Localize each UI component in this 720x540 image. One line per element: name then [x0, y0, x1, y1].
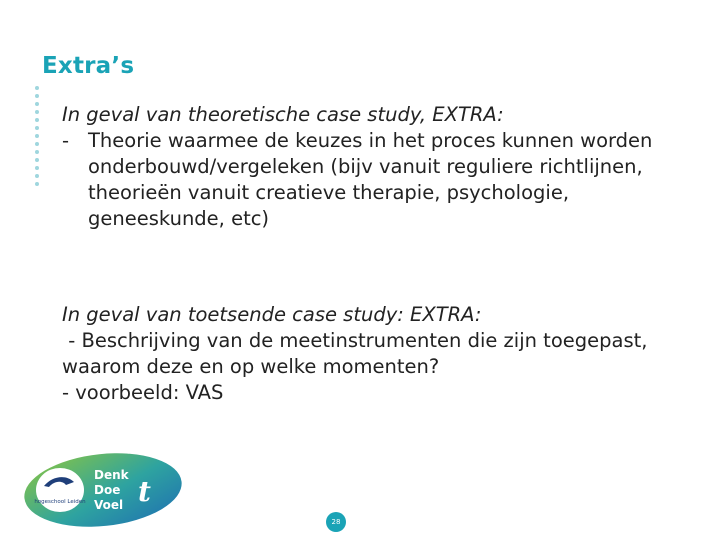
theoretical-case-block: [62, 102, 702, 232]
decorative-dot-column: [35, 86, 41, 186]
logo-caption: hogeschool Leiden: [34, 499, 86, 505]
theoretical-heading: In geval van theoretische case study, EXTRA:: [62, 103, 504, 126]
testing-heading: In geval van toetsende case study: EXTRA:: [62, 303, 482, 326]
denk-doe-voel-logo: [22, 452, 184, 528]
theoretical-list-item: [62, 128, 702, 232]
page-number-badge: 28: [326, 512, 346, 532]
logo-line-3: Voel: [94, 498, 124, 512]
testing-case-block: [62, 302, 702, 406]
theoretical-item-text: Theorie waarmee de keuzes in het proces kunnen worden onderbouwd/vergeleken (bijv vanuit reguliere richtlijnen, theorieën vanuit creatieve therapie, psychologie, geneeskunde, etc): [88, 129, 653, 230]
testing-item-measurement: - Beschrijving van de meetinstrumenten die zijn toegepast, waarom deze en op welke momenten?: [62, 329, 654, 378]
logo-line-1: Denk: [94, 468, 129, 482]
logo-letter: t: [138, 475, 151, 508]
logo-line-2: Doe: [94, 483, 121, 497]
slide-title: Extra’s: [42, 53, 135, 79]
list-dash: -: [62, 129, 70, 152]
testing-item-example: - voorbeeld: VAS: [62, 381, 224, 404]
